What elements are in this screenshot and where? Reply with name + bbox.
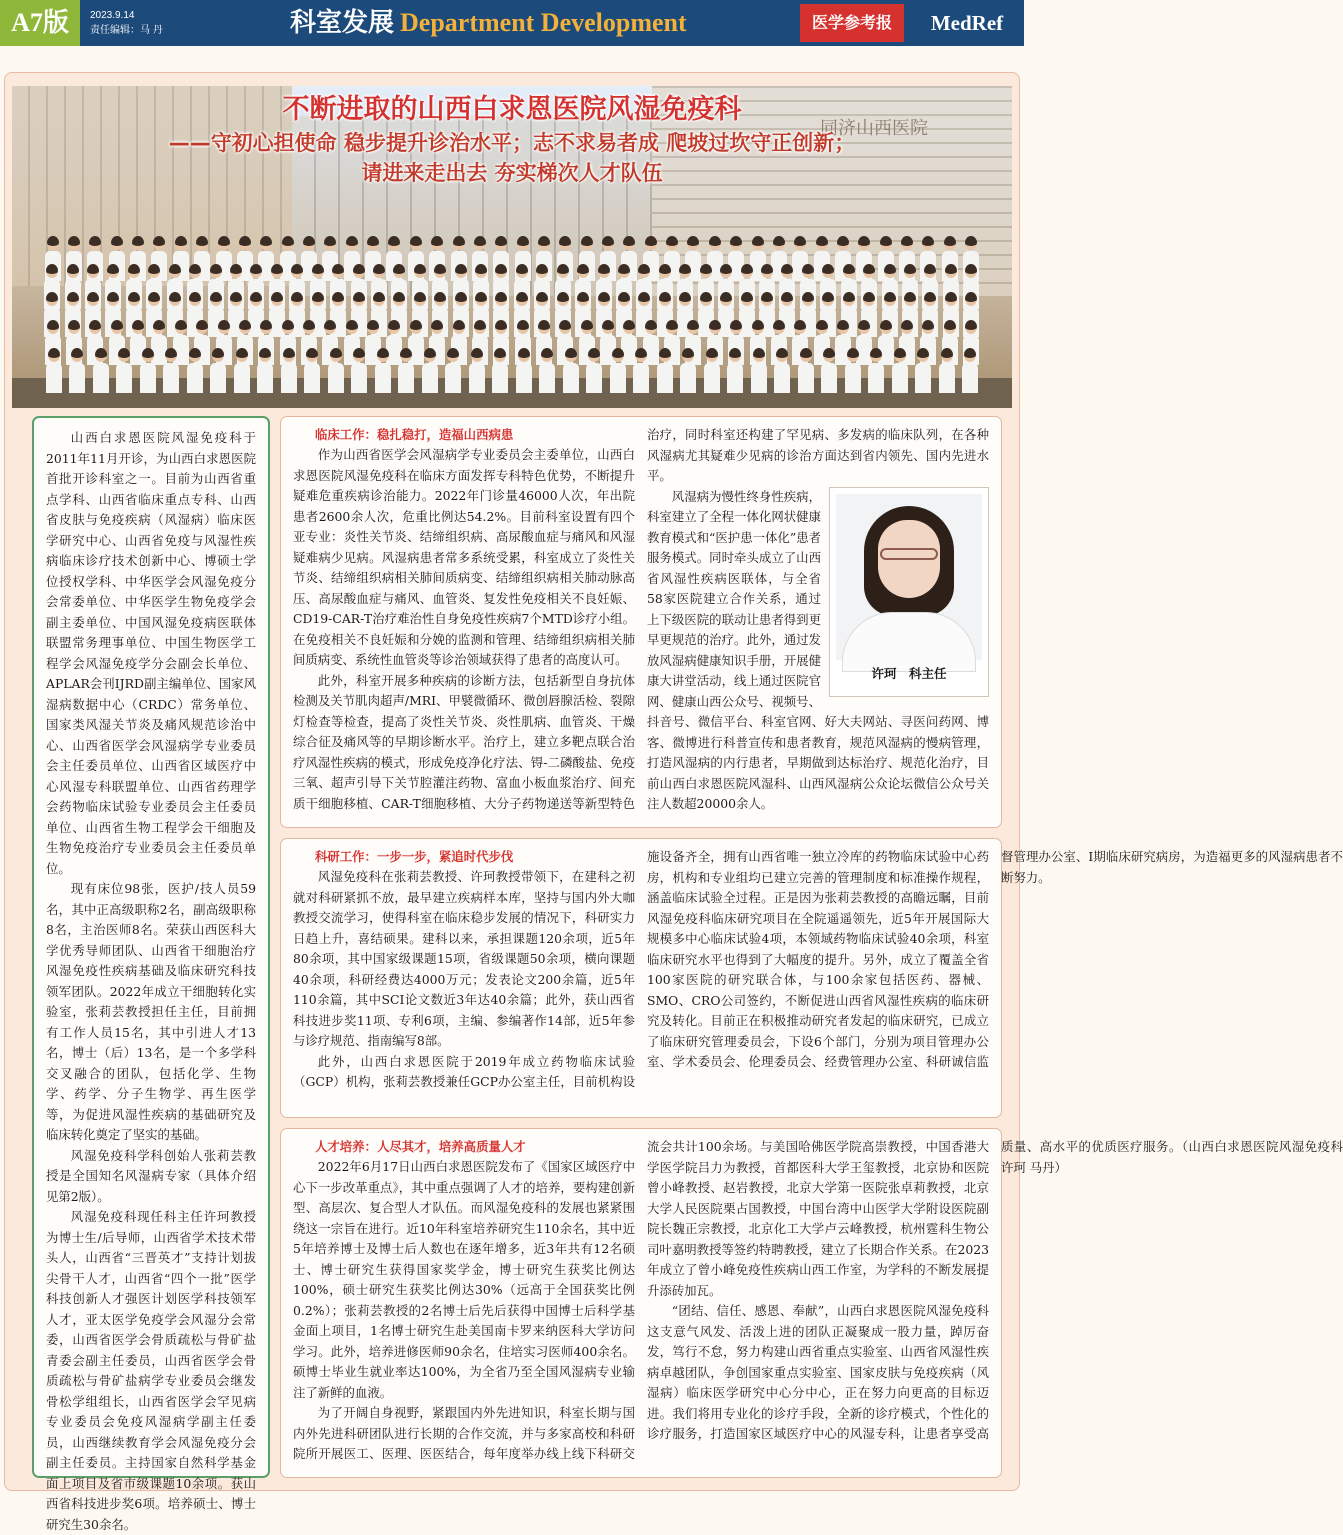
staff-member (774, 348, 790, 393)
staff-member (163, 348, 179, 393)
staff-member (210, 348, 226, 393)
staff-member (892, 348, 908, 393)
section-research (280, 838, 1343, 1118)
department-overview-column (32, 416, 270, 1532)
headline-subtitle-1: ——守初心担使命 稳步提升诊治水平；志不求易者成 爬坡过坎守正创新； (168, 131, 856, 155)
staff-member (633, 348, 649, 393)
clinical-paragraph: 此外，科室开展多种疾病的诊断方法，包括新型自身抗体检测及关节肌肉超声/MRI、甲襞微循环、微创唇腺活检、裂隙灯检查等检查，提高了炎性关节炎、炎性肌病、血管炎、干燥综合征及痛风等的早期诊断水平。治疗上，建立多靶点联合治疗风湿性疾病的模式，形成免疫净化疗法、锝-二磷酸盐、免疫三氧、超声引导下关节腔灌注药物、富血小板血浆治疗、间充质干细胞移植、CAR-T细胞移植、大分子药物递送等新型特色治疗，同时科室还构建了罕见病、多发病的临床队列，在各种风湿病尤其疑难少见病的诊治方面达到省内领先、国内先进水平。 (293, 427, 989, 811)
staff-member (539, 348, 555, 393)
staff-member (680, 348, 696, 393)
section-talent (280, 1128, 1343, 1478)
staff-member (751, 348, 767, 393)
staff-member (375, 348, 391, 393)
staff-member (445, 348, 461, 393)
staff-member (845, 348, 861, 393)
masthead (0, 0, 1024, 46)
staff-member (351, 348, 367, 393)
staff-member (140, 348, 156, 393)
issue-date: 2023.9.14 (90, 10, 135, 21)
research-paragraph: 此外，山西白求恩医院于2019年成立药物临床试验（GCP）机构，张莉芸教授兼任GCP办公室主任，目前机构设施设备齐全，拥有山西省唯一独立冷库的药物临床试验中心药房，机构和专业组均已建立完善的管理制度和标准操作规程，涵盖临床试验全过程。正是因为张莉芸教授的高瞻远瞩，目前风湿免疫科临床研究项目在全院遥遥领先，近5年开展国际大规模多中心临床试验4项，本领域药物临床试验40余项，科室临床研究水平也得到了大幅度的提升。另外，成立了覆盖全省100家医院的研究联合体，与100余家包括医药、器械、SMO、CRO公司签约，不断促进山西省风湿性疾病的临床研究及转化。目前正在积极推动研究者发起的临床研究，已成立了临床研究管理委员会，下设6个部门，分别为项目管理办公室、学术委员会、伦理委员会、经费管理办公室、科研诚信监督管理办公室、Ⅰ期临床研究病房，为造福更多的风湿病患者不断努力。 (293, 849, 1343, 1089)
overview-paragraph: 现有床位98张，医护/技人员59名，其中正高级职称2名，副高级职称8名，主治医师8名。荣获山西医科大学优秀导师团队、山西省干细胞治疗风湿免疫性疾病基础及临床研究科技领军团队。2022年成立干细胞转化实验室，张莉芸教授担任主任，目前拥有工作人员15名，其中引进人才13名，博士（后）13名，是一个多学科交叉融合的团队，包括化学、生物学、药学、分子生物学、再生医学等，为促进风湿性疾病的基础研究及临床转化奠定了坚实的基础。 (46, 881, 256, 1142)
overview-paragraph: 风湿免疫科学科创始人张莉芸教授是全国知名风湿病专家（具体介绍见第2版）。 (46, 1147, 256, 1204)
staff-row (42, 348, 982, 393)
talent-paragraph: 2022年6月17日山西白求恩医院发布了《国家区域医疗中心下一步改革重点》，其中重点强调了人才的培养，要构建创新型、高层次、复合型人才队伍。而风湿免疫科的发展也紧紧围绕这一宗旨在进行。近10年科室培养研究生110余名，其中近5年培养博士及博士后人数也在逐年增多，近3年共有12名硕士、博士研究生获得国家奖学金，博士研究生获奖比例达100%，硕士研究生获奖比例达30%（远高于全国获奖比例0.2%）；张莉芸教授的2名博士后先后获得中国博士后科学基金面上项目，1名博士研究生赴美国南卡罗来纳医科大学访问学习。此外，培养进修医师90余名，住培实习医师400余名。硕博士毕业生就业率达100%，为全省乃至全国风湿病专业输注了新鲜的血液。 (293, 1159, 635, 1400)
clinical-paragraph: 风湿病为慢性终身性疾病，科室建立了全程一体化网状健康教育模式和“医护患一体化”患者服务模式。同时牵头成立了山西省风湿性疾病医联体，与全省58家医院建立合作关系，通过上下级医院的联动让患者得到更早更规范的治疗。此外，通过发放风湿病健康知识手册，开展健康大讲堂活动，线上通过医院官网、健康山西公众号、视频号、抖音号、微信平台、科室官网、好大夫网站、寻医问药网、博客、微博进行科普宣传和患者教育，规范风湿病的慢病管理，打造风湿病的内行患者，早期做到达标治疗、规范化治疗，目前山西白求恩医院风湿科、山西风湿病公众论坛微信公众号关注人数超20000余人。 (647, 488, 989, 811)
director-photo-caption: 许珂 科主任 (871, 665, 947, 681)
staff-member (586, 348, 602, 393)
staff-member (422, 348, 438, 393)
staff-member (704, 348, 720, 393)
section-research-heading: 科研工作：一步一步，紧追时代步伐 (315, 849, 514, 864)
staff-member (469, 348, 485, 393)
staff-member (492, 348, 508, 393)
section-clinical (280, 416, 1002, 828)
staff-member (657, 348, 673, 393)
staff-member (516, 348, 532, 393)
clinical-paragraph: 作为山西省医学会风湿病学专业委员会主委单位，山西白求恩医院风湿免疫科在临床方面发挥专科特色优势，不断提升疑难危重疾病诊治能力。2022年门诊量46000人次，年出院患者2600余人次，危重比例达54.2%。目前科室设置有四个亚专业：炎性关节炎、结缔组织病、高尿酸血症与痛风和风湿疑难病少见病。风湿病患者常多系统受累，科室成立了炎性关节炎、结缔组织病相关肺间质病变、结缔组织病相关肺动脉高压、高尿酸血症与痛风、血管炎、复发性免疫相关不良妊娠、CD19-CAR-T治疗难治性自身免疫性疾病7个MTD诊疗小组。在免疫相关不良妊娠和分娩的监测和管理、结缔组织病相关肺间质病变、系统性血管炎等诊治领域获得了患者的高度认可。 (293, 447, 635, 667)
staff-member (915, 348, 931, 393)
research-paragraph: 风湿免疫科在张莉芸教授、许珂教授带领下，在建科之初就对科研紧抓不放，最早建立疾病样本库，坚持与国内外大咖教授交流学习，使得科室在临床稳步发展的情况下，科研实力日趋上升，喜结硕果。建科以来，承担课题120余项，近5年80余项，其中国家级课题15项，省级课题50余项，横向课题40余项，科研经费达4000万元；发表论文200余篇，近5年110余篇，其中SCI论文数近3年达40余篇；此外，获山西省科技进步奖11项、专利6项，主编、参编著作14部，近5年参与诊疗规范、指南编写8部。 (293, 869, 635, 1048)
editor-credit: 责任编辑：马 丹 (90, 25, 163, 36)
staff-member (798, 348, 814, 393)
staff-member (328, 348, 344, 393)
staff-member (234, 348, 250, 393)
staff-member (281, 348, 297, 393)
director-portrait (836, 494, 982, 660)
director-photo-box (829, 487, 989, 697)
staff-member (939, 348, 955, 393)
section-title-cn: 科室发展 (290, 8, 395, 37)
staff-member (868, 348, 884, 393)
overview-paragraph: 山西白求恩医院风湿免疫科于2011年11月开诊，为山西白求恩医院首批开诊科室之一。目前为山西省重点学科、山西省临床重点专科、山西省皮肤与免疫疾病（风湿病）临床医学研究中心、山西省免疫与风湿性疾病临床诊疗技术创新中心、博硕士学位授权学科、中华医学会风湿免疫分会常委单位、中华医学生物免疫学会副主委单位、中国风湿免疫病医联体联盟常务理事单位、中国生物医学工程学会风湿免疫学分会副会长单位、APLAR会刊IJRD副主编单位、国家风湿病数据中心（CRDC）常务单位、国家类风湿关节炎及痛风规范诊治中心、山西省医学会风湿病学专业委员会主任委员单位、山西省区域医疗中心风湿专科联盟单位、山西省药理学会药物临床试验专业委员会主任委员单位、山西省生物工程学会干细胞及生物免疫治疗专业委员会主任委员单位。 (46, 430, 256, 876)
staff-member (93, 348, 109, 393)
team-photo (12, 86, 1012, 408)
staff-member (304, 348, 320, 393)
headline-subtitle-2: 请进来走出去 夯实梯次人才队伍 (361, 161, 663, 185)
section-clinical-heading: 临床工作：稳扎稳打，造福山西病患 (315, 427, 514, 442)
talent-paragraph: 为了开阔自身视野，紧跟国内外先进知识，科室长期与国内外先进科研团队进行长期的合作交流，并与多家高校和科研院所开展医工、医理、医医结合，每年度举办线上线下科研交流会共计100余场。与美国哈佛医学院高崇教授，中国香港大学医学院吕力为教授，首都医科大学王玺教授，北京协和医院曾小峰教授、赵岩教授，北京大学第一医院张卓莉教授，北京大学人民医院栗占国教授，中国台湾中山医学大学附设医院副院长魏正宗教授，北京化工大学卢云峰教授，杭州霆科生物公司叶嘉明教授等签约特聘教授，建立了长期合作关系。在2023年成立了曾小峰免疫性疾病山西工作室，为学科的不断发展提升添砖加瓦。 (293, 1139, 989, 1461)
paper-name-cn: 医学参考报 (800, 4, 904, 42)
section-title-en: Department Development (400, 8, 687, 37)
staff-member (69, 348, 85, 393)
staff-member (727, 348, 743, 393)
overview-paragraph: 风湿免疫科现任科主任许珂教授为博士生/后导师，山西省学术技术带头人，山西省“三晋英才”支持计划拔尖骨干人才，山西省“四个一批”医学科技创新人才强医计划医学科技领军人才，亚太医学免疫学会风湿分会常委，山西省医学会骨质疏松与骨矿盐青委会副主任委员，山西省医学会骨质疏松与骨矿盐病学专业委员会继发骨松学组组长，山西省医学会罕见病专业委员会免疫风湿病学副主任委员，山西继续教育学会风湿免疫分会副主任委员。主持国家自然科学基金面上项目及省市级课题10余项。获山西省科技进步奖6项。培养硕士、博士研究生30余名。 (46, 1209, 256, 1532)
edition-label: A7版 (0, 0, 80, 46)
issue-meta (90, 8, 163, 38)
staff-member (962, 348, 978, 393)
staff-member (398, 348, 414, 393)
section-talent-heading: 人才培养：人尽其才，培养高质量人才 (315, 1139, 526, 1154)
staff-member (257, 348, 273, 393)
staff-member (116, 348, 132, 393)
staff-member (46, 348, 62, 393)
staff-member (821, 348, 837, 393)
staff-member (610, 348, 626, 393)
headline (12, 92, 1012, 188)
building-sign: 同济山西医院 (820, 118, 928, 139)
staff-member (187, 348, 203, 393)
section-title (290, 0, 687, 46)
staff-member (563, 348, 579, 393)
paper-name-en: MedRef (930, 11, 1004, 35)
headline-title: 不断进取的山西白求恩医院风湿免疫科 (282, 94, 742, 125)
talent-paragraph: “团结、信任、感恩、奉献”，山西白求恩医院风湿免疫科这支意气风发、活泼上进的团队正凝聚成一股力量，踔厉奋发，笃行不怠，努力构建山西省重点实验室、山西省风湿性疾病卓越团队，争创国家重点实验室、国家皮肤与免疫疾病（风湿病）临床医学研究中心分中心，正在努力向更高的目标迈进。我们将用专业化的诊疗手段，全新的诊疗模式，个性化的诊疗服务，打造国家区域医疗中心的风湿专科，让患者享受高质量、高水平的优质医疗服务。（山西白求恩医院风湿免疫科 许珂 马丹） (647, 1139, 1343, 1441)
